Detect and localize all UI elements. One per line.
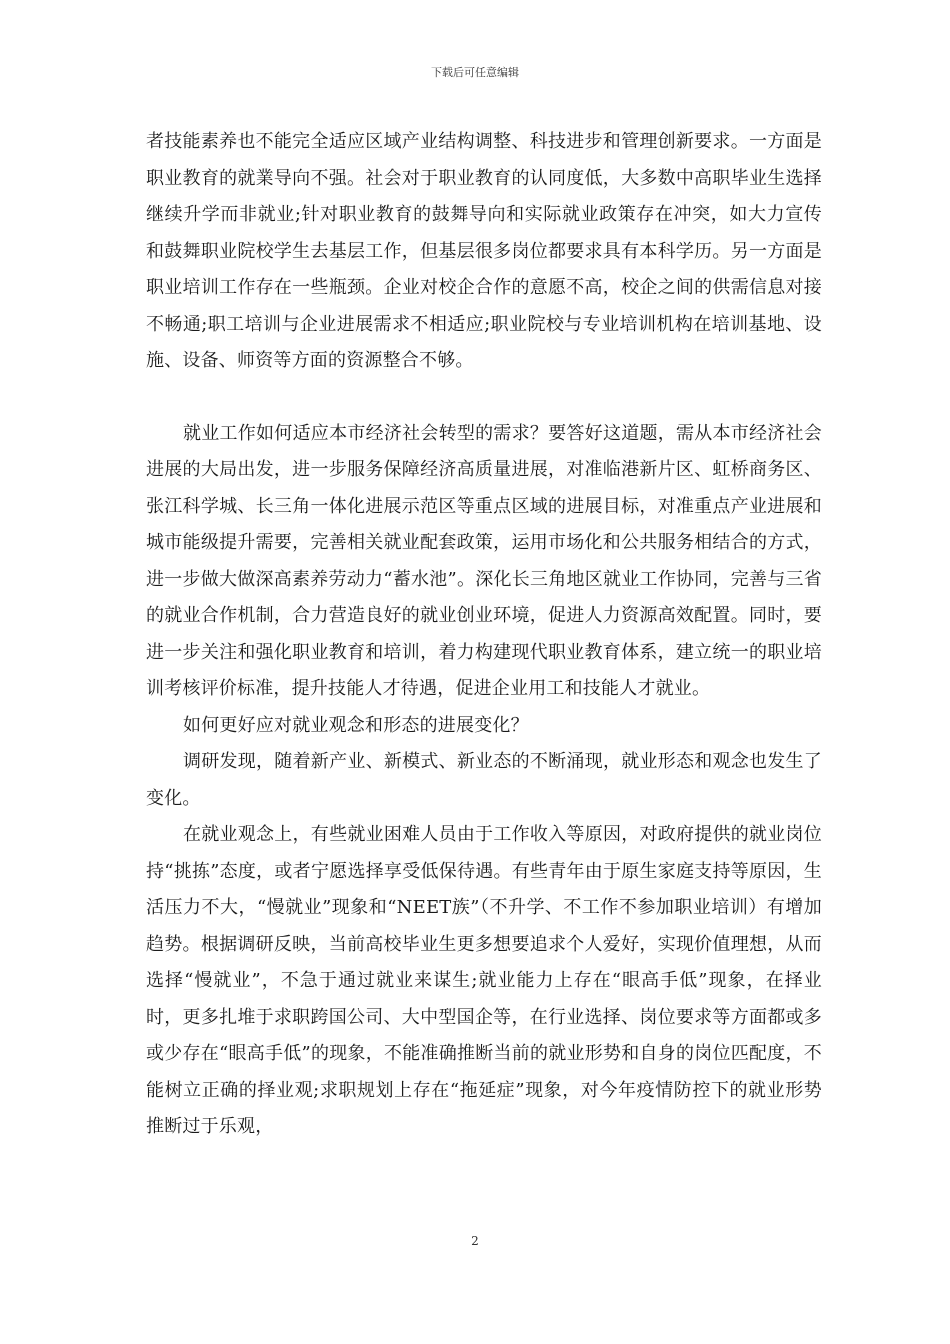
paragraph-continued: 者技能素养也不能完全适应区域产业结构调整、科技进步和管理创新要求。一方面是职业教育的就業导向不强。社会对于职业教育的认同度低，大多数中高职毕业生选择继续升学而非就业;针对职业教育的鼓舞导向和实际就业政策存在冲突，如大力宣传和鼓舞职业院校学生去基层工作，但基层很多岗位都要求具有本科学历。另一方面是职业培训工作存在一些瓶颈。企业对校企合作的意愿不高，校企之间的供需信息对接不畅通;职工培训与企业进展需求不相适应;职业院校与专业培训机构在培训基地、设施、设备、师资等方面的资源整合不够。 xyxy=(146,131,822,371)
document-body xyxy=(146,124,822,1146)
paragraph-research-findings: 调研发现，随着新产业、新模式、新业态的不断涌现，就业形态和观念也发生了变化。 xyxy=(146,751,822,809)
page-number: 2 xyxy=(471,1234,479,1248)
page-header-note: 下载后可任意编辑 xyxy=(431,66,519,79)
paragraph-employment-adaptation: 就业工作如何适应本市经济社会转型的需求？要答好这道题，需从本市经济社会进展的大局出发，进一步服务保障经济高质量进展，对准临港新片区、虹桥商务区、张江科学城、长三角一体化进展示范区等重点区域的进展目标，对准重点产业进展和城市能级提升需要，完善相关就业配套政策，运用市场化和公共服务相结合的方式，进一步做大做深高素养劳动力“蓄水池”。深化长三角地区就业工作协同，完善与三省的就业合作机制，合力营造良好的就业创业环境，促进人力资源高效配置。同时，要进一步关注和强化职业教育和培训，着力构建现代职业教育体系，建立统一的职业培训考核评价标准，提升技能人才待遇，促进企业用工和技能人才就业。 xyxy=(146,422,822,699)
section-question-heading: 如何更好应对就业观念和形态的进展变化？ xyxy=(183,714,529,736)
paragraph-employment-attitudes: 在就业观念上，有些就业困难人员由于工作收入等原因，对政府提供的就业岗位持“挑拣”态度，或者宁愿选择享受低保待遇。有些青年由于原生家庭支持等原因，生活压力不大，“慢就业”现象和“NEET族”（不升学、不工作不参加职业培训）有增加趋势。根据调研反映，当前高校毕业生更多想要追求个人爱好，实现价值理想，从而选择“慢就业”，不急于通过就业来谋生;就业能力上存在“眼高手低”现象，在择业时，更多扎堆于求职跨国公司、大中型国企等，在行业选择、岗位要求等方面都或多或少存在“眼高手低”的现象，不能准确推断当前的就业形势和自身的岗位匹配度，不能树立正确的择业观;求职规划上存在“拖延症”现象，对今年疫情防控下的就业形势推断过于乐观， xyxy=(146,824,822,1137)
